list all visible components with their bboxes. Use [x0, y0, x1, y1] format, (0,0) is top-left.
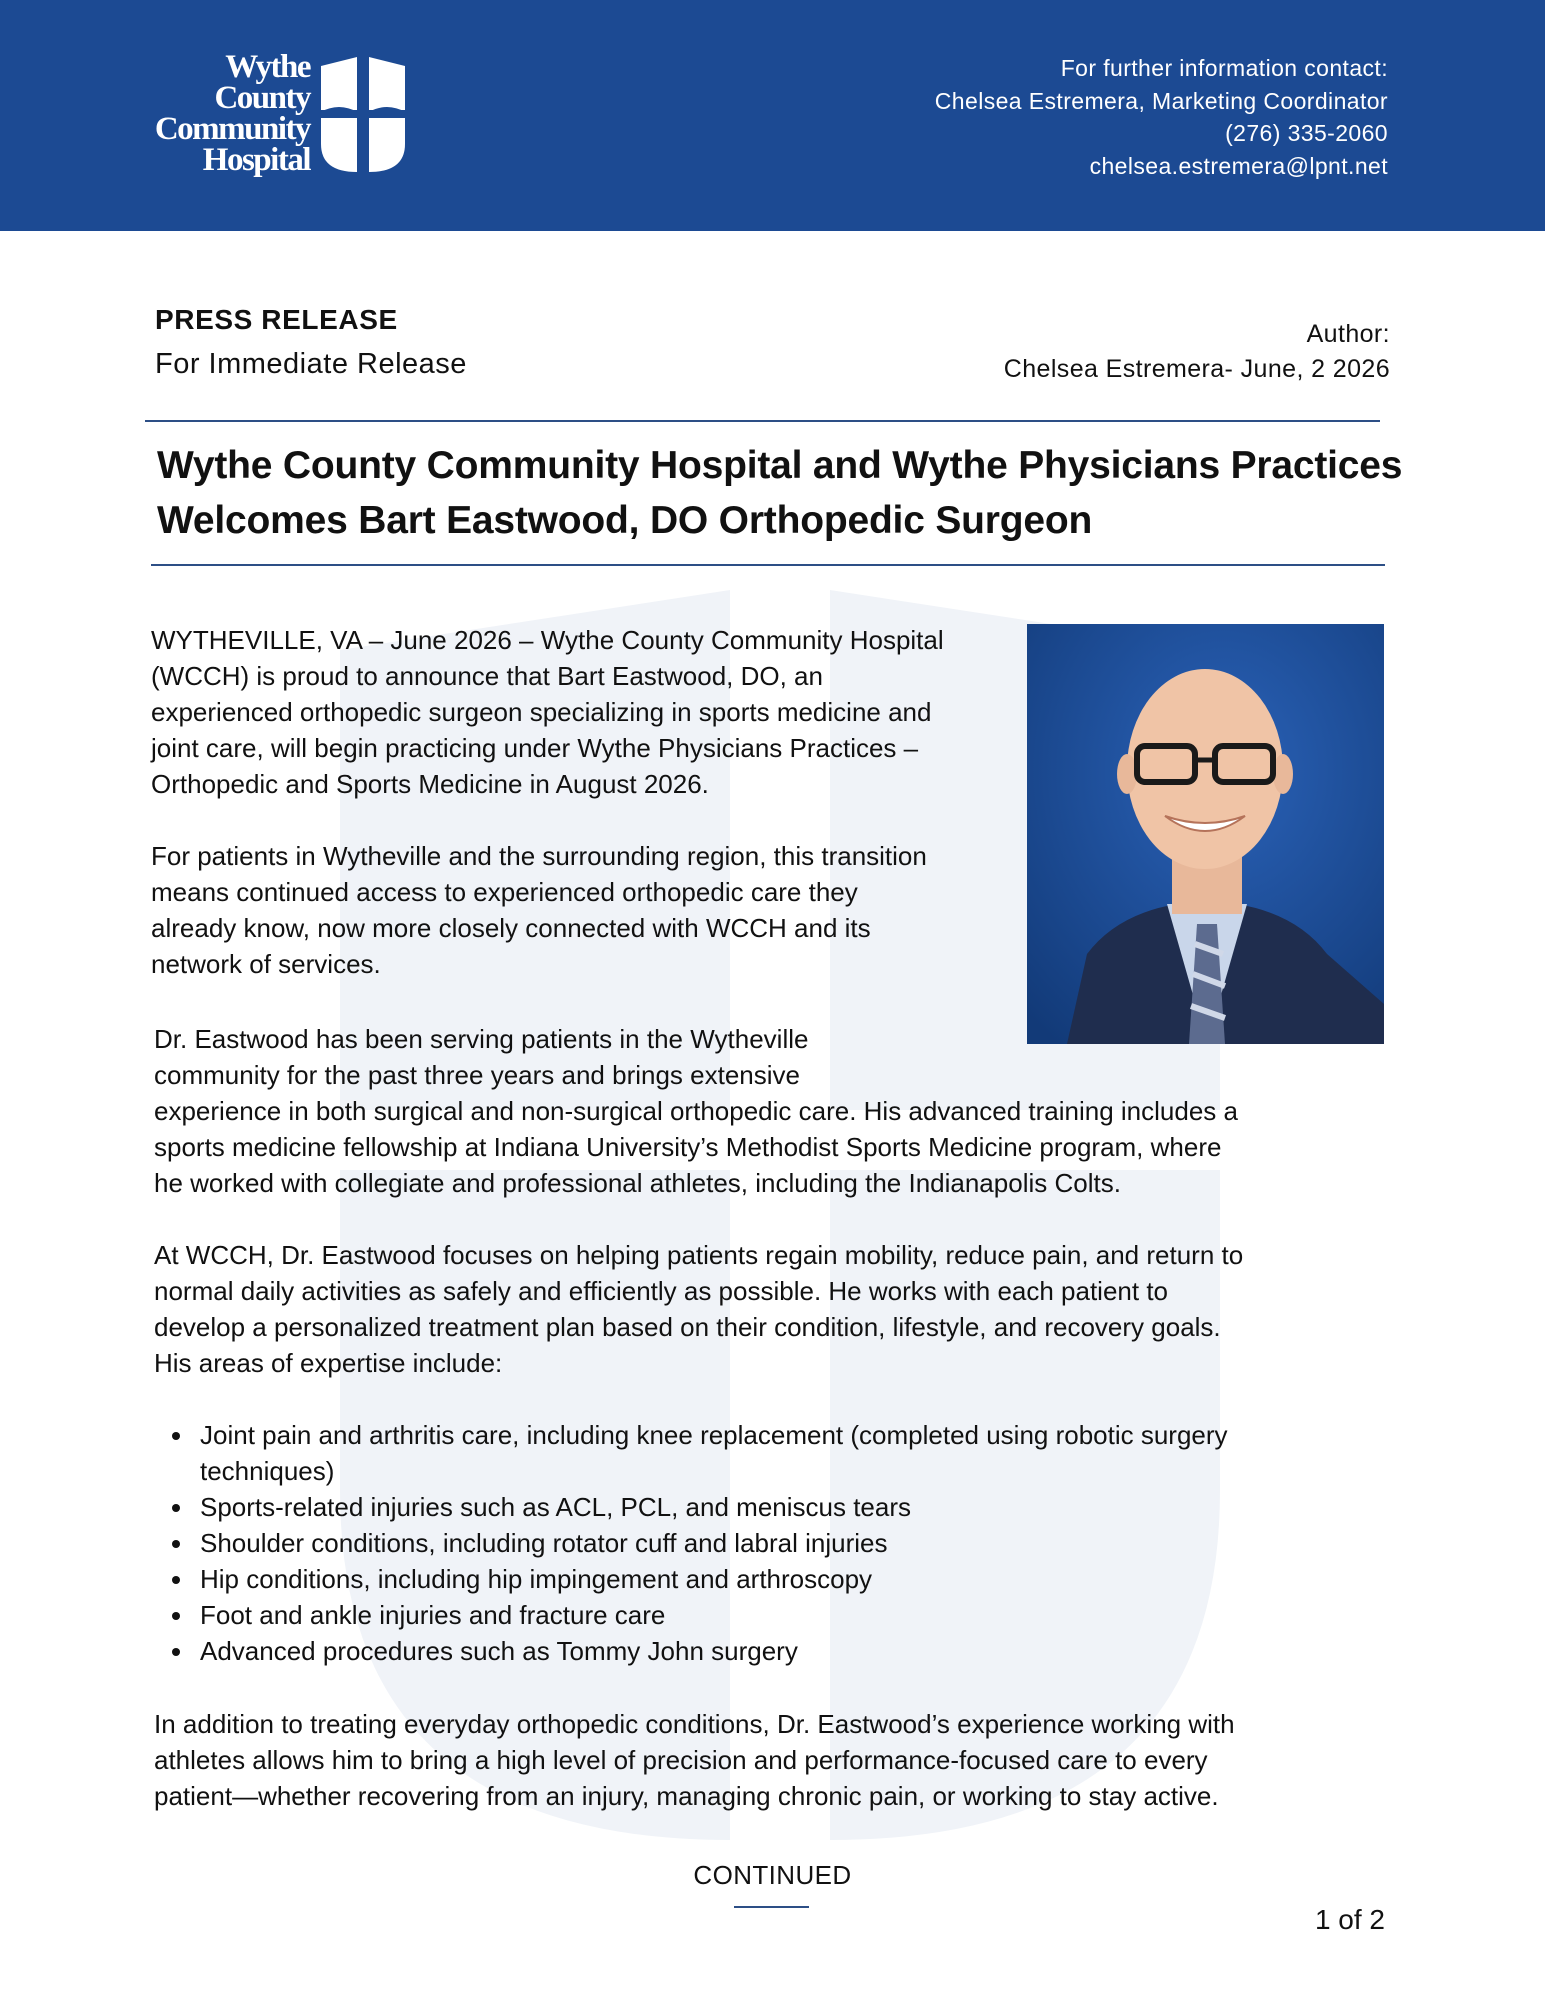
text-line: (WCCH) is proud to announce that Bart Eastwood, DO, an — [151, 661, 823, 691]
list-item: Advanced procedures such as Tommy John surgery — [200, 1633, 1228, 1669]
divider — [145, 420, 1380, 422]
divider — [734, 1906, 809, 1908]
contact-name: Chelsea Estremera, Marketing Coordinator — [934, 87, 1388, 114]
text-line: he worked with collegiate and professional athletes, including the Indianapolis Colts. — [154, 1168, 1121, 1198]
logo-line: Community — [154, 111, 310, 147]
text-line: Dr. Eastwood has been serving patients in the Wytheville — [154, 1024, 809, 1054]
text-line: His areas of expertise include: — [154, 1348, 503, 1378]
logo-line: County — [214, 80, 310, 116]
text-line: develop a personalized treatment plan based on their condition, lifestyle, and recovery goals. — [154, 1312, 1221, 1342]
paragraph — [151, 622, 944, 802]
text-line: means continued access to experienced orthopedic care they — [151, 877, 858, 907]
text-line: normal daily activities as safely and efficiently as possible. He works with each patient to — [154, 1276, 1169, 1306]
text-line: WYTHEVILLE, VA – June 2026 – Wythe County Community Hospital — [151, 625, 944, 655]
author-block — [1004, 317, 1390, 387]
author-name-date: Chelsea Estremera- June, 2 2026 — [1003, 355, 1390, 383]
text-line: At WCCH, Dr. Eastwood focuses on helping patients regain mobility, reduce pain, and return to — [154, 1240, 1244, 1270]
logo-wordmark — [152, 49, 310, 178]
text-line: joint care, will begin practicing under Wythe Physicians Practices – — [151, 733, 919, 763]
author-label: Author: — [1306, 320, 1390, 348]
text-line: network of services. — [151, 949, 381, 979]
release-subtitle: For Immediate Release — [155, 348, 467, 380]
logo-line: Wythe — [225, 49, 310, 85]
paragraph — [151, 838, 927, 982]
press-release-label: PRESS RELEASE — [155, 304, 398, 335]
paragraph — [154, 1021, 1238, 1201]
hospital-logo — [152, 49, 412, 187]
contact-label: For further information contact: — [1060, 55, 1388, 81]
logo-line: Hospital — [202, 142, 310, 178]
text-line: athletes allows him to bring a high level of precision and performance-focused care to every — [154, 1745, 1208, 1775]
expertise-list — [200, 1417, 1228, 1669]
text-line: Orthopedic and Sports Medicine in August 2026. — [151, 769, 709, 799]
list-item — [200, 1417, 1228, 1489]
doctor-portrait-photo — [1027, 624, 1384, 1044]
text-line: In addition to treating everyday orthopedic conditions, Dr. Eastwood’s experience working with — [154, 1709, 1235, 1739]
text-line: experience in both surgical and non-surgical orthopedic care. His advanced training includes a — [154, 1096, 1238, 1126]
headline-line: Wythe County Community Hospital and Wythe Physicians Practices — [157, 444, 1403, 487]
paragraph — [154, 1706, 1235, 1814]
paragraph — [154, 1237, 1243, 1381]
list-item: Sports-related injuries such as ACL, PCL, and meniscus tears — [200, 1489, 1228, 1525]
text-line: sports medicine fellowship at Indiana University’s Methodist Sports Medicine program, where — [154, 1132, 1222, 1162]
contact-email: chelsea.estremera@lpnt.net — [1089, 152, 1388, 179]
text-line: already know, now more closely connected with WCCH and its — [151, 913, 871, 943]
text-line: patient—whether recovering from an injury, managing chronic pain, or working to stay active. — [154, 1781, 1219, 1811]
text-line: For patients in Wytheville and the surrounding region, this transition — [151, 841, 927, 871]
divider — [151, 564, 1385, 566]
list-item-text: techniques) — [200, 1456, 335, 1486]
list-item: Hip conditions, including hip impingement and arthroscopy — [200, 1561, 1228, 1597]
page-number: 1 of 2 — [1314, 1904, 1385, 1935]
leaf-emblem-icon — [317, 54, 409, 180]
contact-info — [935, 52, 1388, 182]
text-line: experienced orthopedic surgeon specializing in sports medicine and — [151, 697, 932, 727]
text-line: community for the past three years and brings extensive — [154, 1060, 800, 1090]
header-banner — [0, 0, 1545, 231]
headline — [157, 438, 1403, 548]
headline-line: Welcomes Bart Eastwood, DO Orthopedic Surgeon — [157, 499, 1093, 542]
list-item-text: Joint pain and arthritis care, including knee replacement (completed using robotic surgery — [200, 1420, 1228, 1450]
continued-label: CONTINUED — [693, 1860, 852, 1890]
list-item: Foot and ankle injuries and fracture care — [200, 1597, 1228, 1633]
contact-phone: (276) 335-2060 — [1225, 120, 1388, 146]
list-item: Shoulder conditions, including rotator cuff and labral injuries — [200, 1525, 1228, 1561]
